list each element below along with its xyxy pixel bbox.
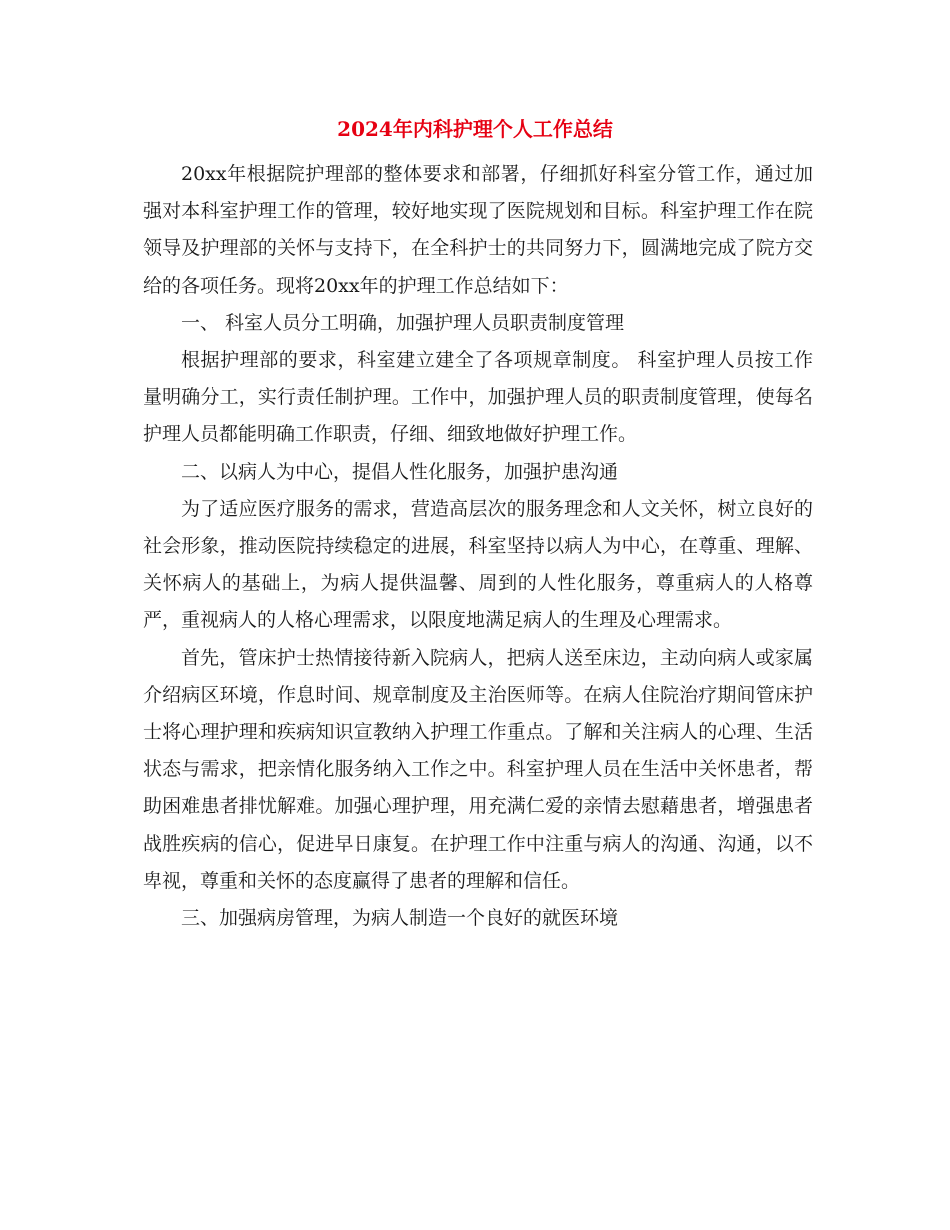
- paragraph-intro: 20xx年根据院护理部的整体要求和部署，仔细抓好科室分管工作，通过加强对本科室护理工作的管理，较好地实现了医院规划和目标。科室护理工作在院领导及护理部的关怀与支持下，在全科护士的共同努力下，圆满地完成了院方交给的各项任务。现将20xx年的护理工作总结如下：: [143, 163, 813, 297]
- section-heading-3: 三、加强病房管理，为病人制造一个良好的就医环境: [181, 907, 619, 930]
- paragraph-section-2a: 为了适应医疗服务的需求，营造高层次的服务理念和人文关怀，树立良好的社会形象，推动医院持续稳定的进展，科室坚持以病人为中心，在尊重、理解、关怀病人的基础上，为病人提供温馨、周到的人性化服务，尊重病人的人格尊严，重视病人的人格心理需求，以限度地满足病人的生理及心理需求。: [143, 497, 813, 632]
- document-body: [143, 156, 813, 937]
- section-heading-2: 二、以病人为中心，提倡人性化服务，加强护患沟通: [181, 460, 619, 483]
- paragraph-section-1: 根据护理部的要求，科室建立建全了各项规章制度。 科室护理人员按工作量明确分工，实行责任制护理。工作中，加强护理人员的职责制度管理，使每名护理人员都能明确工作职责，仔细、细致地做好护理工作。: [143, 349, 813, 446]
- paragraph-section-2b: 首先，管床护士热情接待新入院病人，把病人送至床边，主动向病人或家属介绍病区环境，作息时间、规章制度及主治医师等。在病人住院治疗期间管床护士将心理护理和疾病知识宣教纳入护理工作重点。了解和关注病人的心理、生活状态与需求，把亲情化服务纳入工作之中。科室护理人员在生活中关怀患者，帮助困难患者排忧解难。加强心理护理，用充满仁爱的亲情去慰藉患者，增强患者战胜疾病的信心，促进早日康复。在护理工作中注重与病人的沟通、沟通，以不卑视，尊重和关怀的态度赢得了患者的理解和信任。: [143, 646, 813, 892]
- section-heading-1: 一、 科室人员分工明确，加强护理人员职责制度管理: [181, 311, 625, 334]
- document-title: 2024年内科护理个人工作总结: [337, 117, 613, 141]
